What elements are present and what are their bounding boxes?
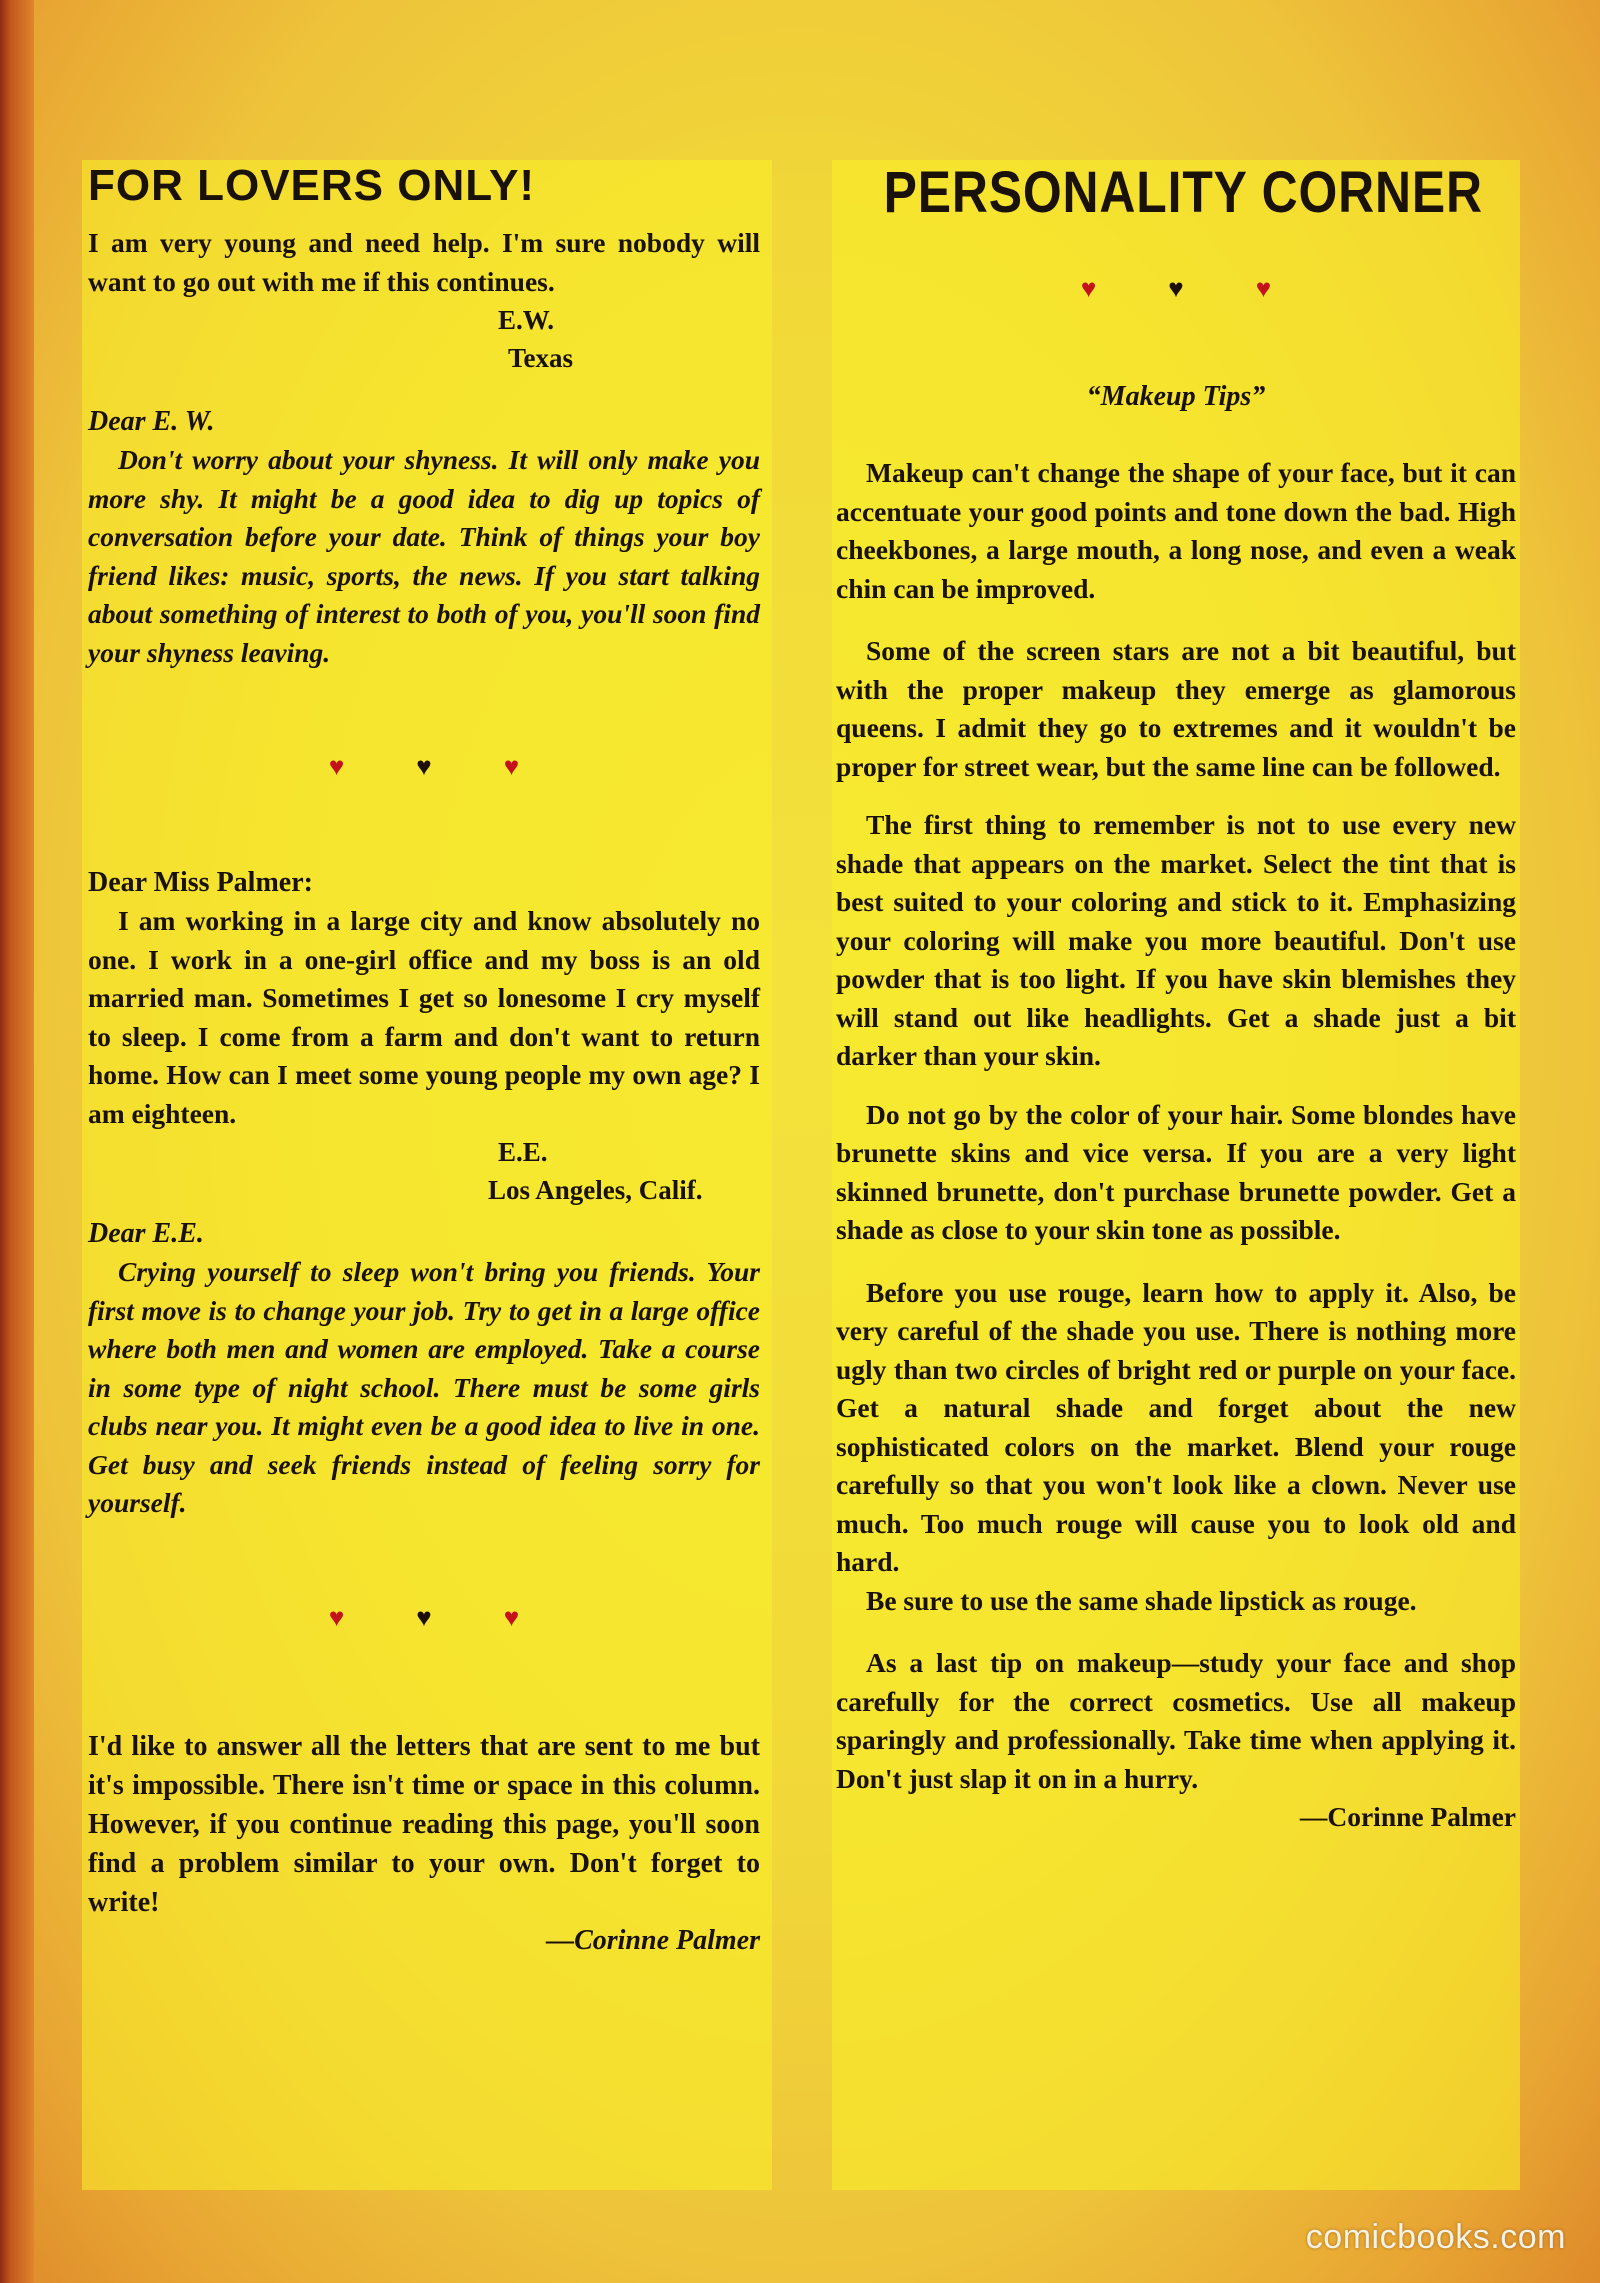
- closing-signature: —Corinne Palmer: [546, 1924, 760, 1956]
- reply-2-body: Crying yourself to sleep won't bring you friends. Your first move is to change your job. Try to get in a large office where both men and women are employed. Take a course in some type of night school. There must be some girls clubs near you. It might even be a good idea to live in one. Get busy and seek friends instead of feeling sorry for yourself.: [88, 1256, 760, 1518]
- makeup-paragraph-5: Before you use rouge, learn how to apply it. Also, be very careful of the shade you use. There is nothing more ugly than two circles of bright red or purple on your face. Get a natural shade and forget about the new sophisticated colors on the market. Blend your rouge carefully so that you won't look like a clown. Never use much. Too much rouge will cause you to look old and hard.: [836, 1276, 1516, 1577]
- letter-2-salutation: Dear Miss Palmer:: [88, 867, 313, 898]
- reply-1-body: Don't worry about your shyness. It will only make you more shy. It might be a good idea to dig up topics of conversation before your date. Think of things your boy friend likes: music, sports, the news. If you start talking about something of interest to both of you, you'll soon find your shyness leaving.: [88, 444, 760, 668]
- letter-1-initials: E.W.: [498, 305, 555, 335]
- makeup-paragraph-7: As a last tip on makeup—study your face and shop carefully for the correct cosmetics. Use all makeup sparingly and professionally. Take time when applying it. Don't just slap it on in a hurry.: [836, 1647, 1516, 1794]
- makeup-paragraph-6: Be sure to use the same shade lipstick as rouge.: [866, 1584, 1417, 1616]
- makeup-paragraph-4: Do not go by the color of your hair. Some blondes have brunette skins and vice versa. If you are a very light skinned brunette, don't purchase brunette powder. Get a shade as close to your skin tone as possible.: [836, 1098, 1516, 1245]
- letter-2-location: Los Angeles, Calif.: [488, 1175, 703, 1205]
- heart-divider-2: [88, 1603, 760, 1633]
- heart-divider-3: [836, 274, 1516, 304]
- heart-divider-1: [88, 752, 760, 782]
- heart-icon: ♥: [328, 752, 345, 781]
- letter-1-body: I am very young and need help. I'm sure nobody will want to go out with me if this continues.: [88, 227, 760, 297]
- letter-2-body: I am working in a large city and know absolutely no one. I work in a one-girl office and my boss is an old married man. Sometimes I get so lonesome I cry myself to sleep. I come from a farm and don't want to return home. How can I meet some young people my own age? I am eighteen.: [88, 905, 760, 1129]
- heart-icon: ♥: [416, 1602, 432, 1632]
- reply-1-salutation: Dear E. W.: [88, 406, 215, 437]
- letter-2-initials: E.E.: [498, 1137, 548, 1167]
- for-lovers-only-column: [88, 160, 760, 1960]
- heart-icon: ♥: [328, 1602, 345, 1632]
- heart-icon: ♥: [503, 1602, 520, 1632]
- makeup-paragraph-1: Makeup can't change the shape of your face, but it can accentuate your good points and tone down the bad. High cheekbones, a large mouth, a long nose, and even a weak chin can be improved.: [836, 457, 1516, 604]
- heart-icon: ♥: [503, 752, 520, 781]
- personality-corner-column: [836, 160, 1516, 1836]
- heart-icon: ♥: [1168, 274, 1184, 303]
- makeup-tips-subtitle: “Makeup Tips”: [1086, 381, 1266, 412]
- site-watermark: comicbooks.com: [1305, 2218, 1566, 2256]
- column-title-left: FOR LOVERS ONLY!: [88, 161, 536, 210]
- makeup-signature: —Corinne Palmer: [1299, 1801, 1516, 1832]
- heart-icon: ♥: [1255, 274, 1272, 303]
- heart-icon: ♥: [1080, 274, 1097, 303]
- letter-1-location: Texas: [508, 343, 574, 373]
- makeup-paragraph-2: Some of the screen stars are not a bit beautiful, but with the proper makeup they emerge as glamorous queens. I admit they go to extremes and it wouldn't be proper for street wear, but the same line can be followed.: [836, 635, 1516, 782]
- makeup-paragraph-3: The first thing to remember is not to use every new shade that appears on the market. Select the tint that is best suited to your coloring and stick to it. Emphasizing your coloring will make you more beautiful. Don't use powder that is too light. If you have skin blemishes they will stand out like headlights. Get a shade just a bit darker than your skin.: [836, 809, 1516, 1071]
- reply-2-salutation: Dear E.E.: [88, 1218, 204, 1249]
- closing-note: I'd like to answer all the letters that are sent to me but it's impossible. There isn't time or space in this column. However, if you continue reading this page, you'll soon find a problem similar to your own. Don't forget to write!: [88, 1730, 760, 1918]
- heart-icon: ♥: [416, 752, 432, 781]
- column-title-right: PERSONALITY CORNER: [883, 160, 1483, 225]
- page-spine: [0, 0, 34, 2283]
